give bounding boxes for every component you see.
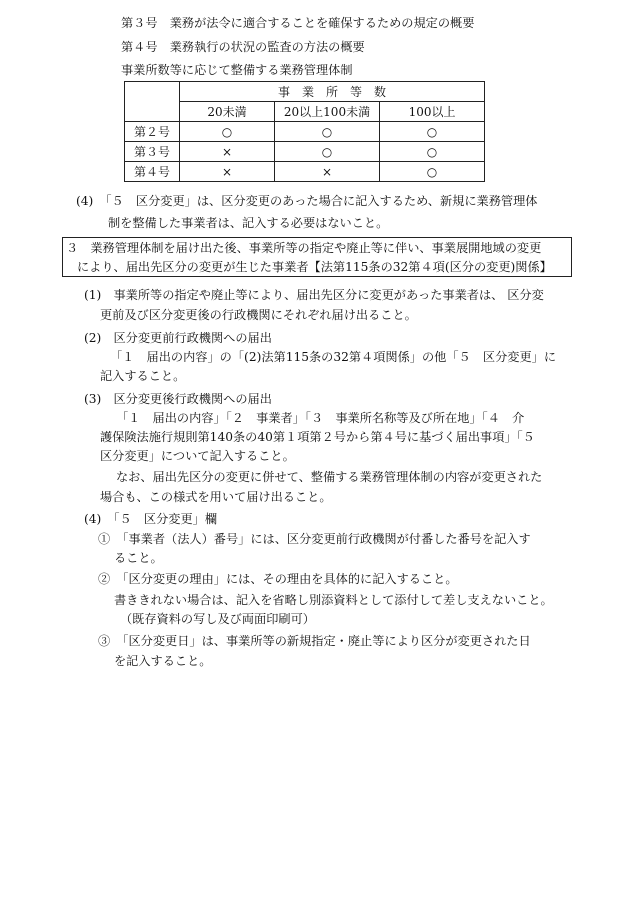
item-3-line-3: 区分変更」について記入すること。	[100, 449, 295, 463]
table-row-label: 第３号	[125, 142, 180, 162]
circled-2-line-1: ② 「区分変更の理由」には、その理由を具体的に記入すること。	[98, 572, 458, 586]
table-row	[125, 122, 485, 142]
table-cell: ○	[275, 122, 380, 142]
circled-2-line-2: 書ききれない場合は、記入を省略し別添資料として添付して差し支えないこと。	[114, 593, 553, 607]
section-3-line-2: により、届出先区分の変更が生じた事業者【法第115条の32第４項(区分の変更)関係】	[77, 260, 552, 274]
management-structure-table	[124, 81, 485, 182]
section-3-line-1: ３ 業務管理体制を届け出た後、事業所等の指定や廃止等に伴い、事業展開地域の変更	[66, 241, 542, 255]
table-cell: ○	[275, 142, 380, 162]
table-cell: ○	[380, 142, 485, 162]
item-3-line-2: 護保険法施行規則第140条の40第１項第２号から第４号に基づく届出事項」「５	[100, 430, 535, 444]
table-column-header: 20以上100未満	[275, 102, 380, 122]
table-column-header: 100以上	[380, 102, 485, 122]
item-2-line-1: 「１ 届出の内容」の「(2)法第115条の32第４項関係」の他「５ 区分変更」に	[110, 350, 557, 364]
circled-1-line-1: ① 「事業者（法人）番号」には、区分変更前行政機関が付番した番号を記入す	[98, 532, 531, 546]
table-row-label: 第２号	[125, 122, 180, 142]
table-header-row	[125, 82, 485, 102]
note-4-line-2: 制を整備した事業者は、記入する必要はないこと。	[108, 216, 389, 230]
item-2-heading: (2) 区分変更前行政機関への届出	[84, 331, 272, 345]
circled-2-line-3: （既存資料の写し及び両面印刷可）	[120, 612, 315, 626]
item-4-line: 第４号 業務執行の状況の監査の方法の概要	[121, 40, 365, 54]
item-3-line-4: なお、届出先区分の変更に併せて、整備する業務管理体制の内容が変更された	[116, 470, 543, 484]
table-row	[125, 142, 485, 162]
item-2-line-2: 記入すること。	[100, 369, 186, 383]
item-4-heading: (4) 「５ 区分変更」欄	[84, 512, 218, 526]
table-row-label: 第４号	[125, 162, 180, 182]
table-cell: ○	[380, 122, 485, 142]
table-header-group: 事 業 所 等 数	[180, 82, 485, 102]
table-column-header: 20未満	[180, 102, 275, 122]
table-cell: ×	[275, 162, 380, 182]
table-row	[125, 162, 485, 182]
item-3-line: 第３号 業務が法令に適合することを確保するための規定の概要	[121, 16, 475, 30]
item-3-heading: (3) 区分変更後行政機関への届出	[84, 392, 272, 406]
circled-1-line-2: ること。	[114, 551, 163, 565]
item-1-line-2: 更前及び区分変更後の行政機関にそれぞれ届け出ること。	[100, 308, 417, 322]
table-cell: ×	[180, 162, 275, 182]
item-3-line-1: 「１ 届出の内容」「２ 事業者」「３ 事業所名称等及び所在地」「４ 介	[116, 411, 525, 425]
circled-3-line-1: ③ 「区分変更日」は、事業所等の新規指定・廃止等により区分が変更された日	[98, 634, 531, 648]
table-cell: ×	[180, 142, 275, 162]
item-3-line-5: 場合も、この様式を用いて届け出ること。	[100, 490, 332, 504]
table-cell: ○	[180, 122, 275, 142]
table-cell: ○	[380, 162, 485, 182]
note-4-line-1: (4) 「５ 区分変更」は、区分変更のあった場合に記入するため、新規に業務管理体	[76, 194, 538, 208]
table-corner-cell	[125, 82, 180, 122]
item-1-line-1: (1) 事業所等の指定や廃止等により、届出先区分に変更があった事業者は、 区分変	[84, 288, 544, 302]
table-caption: 事業所数等に応じて整備する業務管理体制	[121, 63, 353, 77]
circled-3-line-2: を記入すること。	[114, 654, 212, 668]
